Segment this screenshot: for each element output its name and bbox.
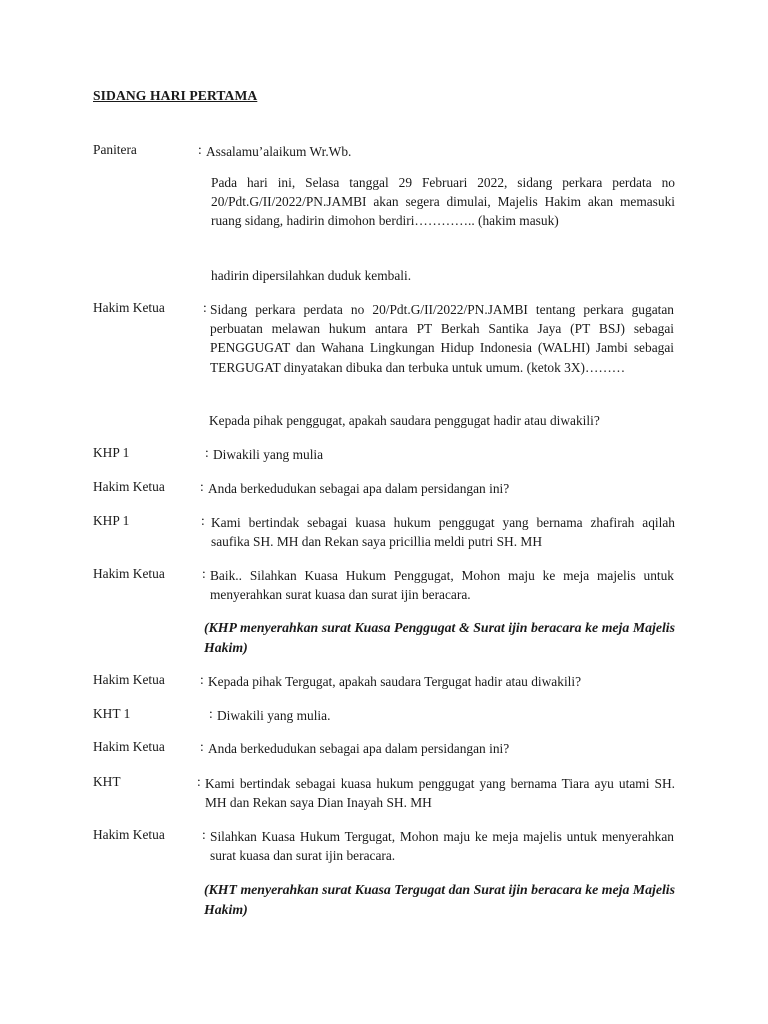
stage-direction: (KHT menyerahkan surat Kuasa Tergugat dan Surat ijin beracara ke meja Majelis Hakim) [204,882,675,917]
speaker-label: Hakim Ketua [93,672,165,687]
document-title: SIDANG HARI PERTAMA [93,88,258,103]
dialogue-text: Diwakili yang mulia [213,447,324,462]
dialogue-text: Diwakili yang mulia. [217,708,331,723]
speaker-label: KHT [93,774,121,789]
colon-separator: : [202,566,206,581]
colon-separator: : [200,672,204,687]
colon-separator: : [209,706,213,721]
colon-separator: : [202,827,206,842]
dialogue-text: Assalamu’alaikum Wr.Wb. [206,144,352,159]
speaker-label: KHT 1 [93,706,131,721]
colon-separator: : [201,513,205,528]
speaker-label: KHP 1 [93,445,130,460]
colon-separator: : [205,445,209,460]
speaker-label: Hakim Ketua [93,300,165,315]
dialogue-text: Pada hari ini, Selasa tanggal 29 Februari 2022, sidang perkara perdata no 20/Pdt.G/II/2022/PN.JAMBI akan segera dimulai, Majelis Hakim akan memasuki ruang sidang, hadirin dimohon berdiri………….. (hakim masuk) [211,175,675,229]
dialogue-text: Baik.. Silahkan Kuasa Hukum Penggugat, Mohon maju ke meja majelis untuk menyerahkan surat kuasa dan surat ijin beracara. [210,568,674,603]
dialogue-text: Anda berkedudukan sebagai apa dalam persidangan ini? [208,481,510,496]
dialogue-text: Silahkan Kuasa Hukum Tergugat, Mohon maju ke meja majelis untuk menyerahkan surat kuasa dan surat ijin beracara. [210,829,674,864]
dialogue-text: Sidang perkara perdata no 20/Pdt.G/II/2022/PN.JAMBI tentang perkara gugatan perbuatan melawan hukum antara PT Berkah Santika Jaya (PT BSJ) sebagai PENGGUGAT dan Wahana Lingkungan Hidup Indonesia (WALHI) Jambi sebagai TERGUGAT dinyatakan dibuka dan terbuka untuk umum. (ketok 3X)……… [210,302,674,375]
speaker-label: Hakim Ketua [93,739,165,754]
colon-separator: : [198,142,202,157]
dialogue-text: Kami bertindak sebagai kuasa hukum penggugat yang bernama Tiara ayu utami SH. MH dan Rekan saya Dian Inayah SH. MH [205,776,675,811]
colon-separator: : [197,774,201,789]
speaker-label: Panitera [93,142,137,157]
dialogue-text: Kami bertindak sebagai kuasa hukum penggugat yang bernama zhafirah aqilah saufika SH. MH dan Rekan saya pricillia meldi putri SH. MH [211,515,675,550]
speaker-label: Hakim Ketua [93,566,165,581]
dialogue-text: Kepada pihak Tergugat, apakah saudara Tergugat hadir atau diwakili? [208,674,582,689]
dialogue-text: Kepada pihak penggugat, apakah saudara penggugat hadir atau diwakili? [209,413,600,428]
dialogue-text: hadirin dipersilahkan duduk kembali. [211,268,412,283]
speaker-label: KHP 1 [93,513,130,528]
colon-separator: : [200,739,204,754]
speaker-label: Hakim Ketua [93,479,165,494]
stage-direction: (KHP menyerahkan surat Kuasa Penggugat & Surat ijin beracara ke meja Majelis Hakim) [204,620,675,655]
dialogue-text: Anda berkedudukan sebagai apa dalam persidangan ini? [208,741,510,756]
colon-separator: : [200,479,204,494]
speaker-label: Hakim Ketua [93,827,165,842]
colon-separator: : [203,300,207,315]
